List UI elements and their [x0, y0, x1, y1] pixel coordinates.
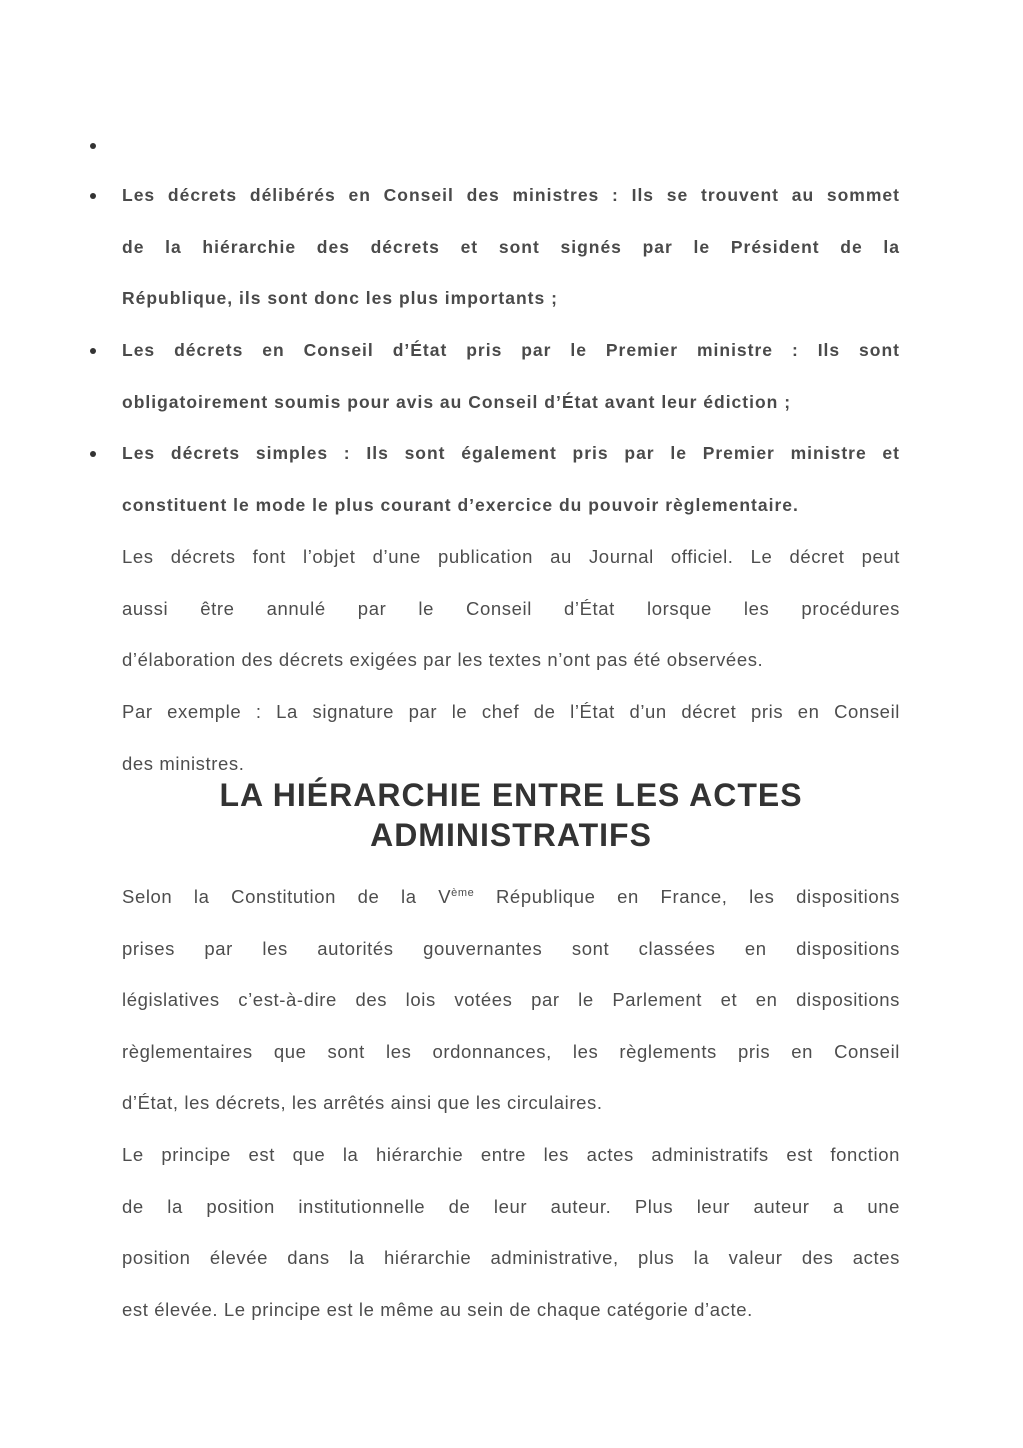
heading-line: ADMINISTRATIFS [370, 817, 652, 853]
text-line [122, 871, 900, 923]
list-bullet [88, 449, 98, 459]
text-line: Par exemple : La signature par le chef de l’État d’un décret pris en Conseil [122, 701, 900, 722]
text-line: législatives c’est-à-dire des lois votées par le Parlement et en dispositions [122, 989, 900, 1011]
list-bullet [88, 191, 98, 201]
list-bullet-empty [88, 141, 98, 151]
text-line: Les décrets simples : Ils sont également pris par le Premier ministre et [122, 443, 900, 463]
list-bullet [88, 346, 98, 356]
text-line: constituent le mode le plus courant d’exercice du pouvoir règlementaire. [122, 494, 799, 515]
text-line: prises par les autorités gouvernantes sont classées en dispositions [122, 937, 900, 959]
list-item-decrets-conseil-ministres [122, 170, 900, 325]
paragraph-publication [122, 531, 900, 686]
text-line: règlementaires que sont les ordonnances, les règlements pris en Conseil [122, 1040, 900, 1062]
paragraph-principe [122, 1129, 900, 1335]
text-line: position élevée dans la hiérarchie administrative, plus la valeur des actes [122, 1247, 900, 1269]
text-line: d’élaboration des décrets exigées par les textes n’ont pas été observées. [122, 649, 764, 671]
text-line: Les décrets font l’objet d’une publication au Journal officiel. Le décret peut [122, 546, 900, 567]
text-line: de la position institutionnelle de leur auteur. Plus leur auteur a une [122, 1195, 900, 1217]
text-line: aussi être annulé par le Conseil d’État lorsque les procédures [122, 597, 900, 619]
text-line: est élevée. Le principe est le même au sein de chaque catégorie d’acte. [122, 1298, 753, 1320]
text-line: d’État, les décrets, les arrêtés ainsi que les circulaires. [122, 1092, 603, 1114]
superscript: ème [451, 887, 475, 899]
paragraph-constitution [122, 871, 900, 1129]
text-segment: Selon la Constitution de la V [122, 886, 452, 907]
text-line: Le principe est que la hiérarchie entre les actes administratifs est fonction [122, 1144, 900, 1165]
section-heading [122, 775, 900, 855]
list-item-decrets-simples [122, 428, 900, 531]
text-line: obligatoirement soumis pour avis au Conseil d’État avant leur édiction ; [122, 391, 792, 412]
text-line: de la hiérarchie des décrets et sont signés par le Président de la [122, 236, 900, 257]
paragraph-example [122, 686, 900, 789]
text-line: République, ils sont donc les plus importants ; [122, 288, 558, 309]
text-segment: République en France, les dispositions [474, 886, 900, 907]
text-line: Les décrets délibérés en Conseil des ministres : Ils se trouvent au sommet [122, 185, 900, 205]
text-line: des ministres. [122, 752, 245, 774]
heading-line: LA HIÉRARCHIE ENTRE LES ACTES [219, 777, 803, 813]
list-item-decrets-conseil-etat [122, 325, 900, 428]
text-line: Les décrets en Conseil d’État pris par le Premier ministre : Ils sont [122, 340, 900, 360]
